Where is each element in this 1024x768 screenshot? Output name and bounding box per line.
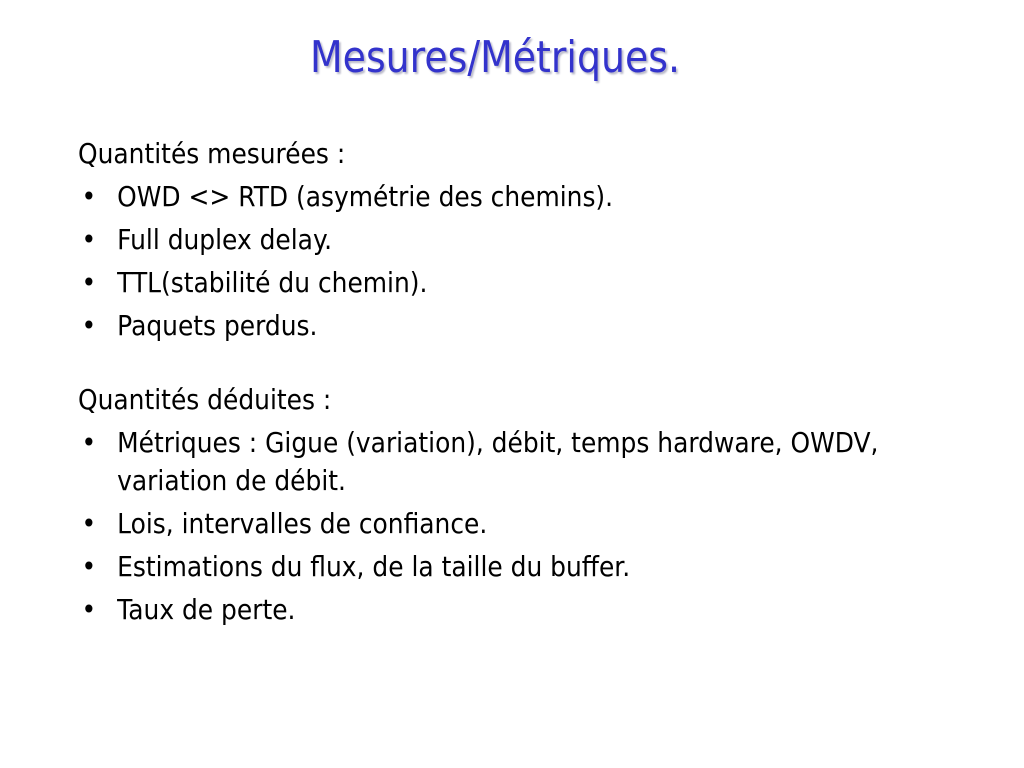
list-item-text: OWD <> RTD (asymétrie des chemins). — [117, 180, 614, 213]
list-item-text: Estimations du flux, de la taille du buffer. — [117, 550, 631, 583]
list-item-text: TTL(stabilité du chemin). — [117, 266, 428, 299]
list-item-text: Paquets perdus. — [117, 309, 318, 342]
section-spacer — [78, 350, 879, 380]
bullet-icon: • — [81, 309, 97, 342]
slide-body — [78, 134, 879, 634]
list-item — [78, 505, 879, 543]
list-item-text: Lois, intervalles de confiance. — [117, 507, 488, 540]
list-item-text: Métriques : Gigue (variation), débit, temps hardware, OWDV, variation de débit. — [117, 426, 879, 497]
bullet-list — [78, 178, 879, 345]
bullet-icon: • — [81, 593, 97, 626]
bullet-list — [78, 424, 879, 629]
list-item-text: Full duplex delay. — [117, 223, 333, 256]
bullet-icon: • — [81, 507, 97, 540]
list-item — [78, 591, 879, 629]
bullet-icon: • — [81, 426, 97, 459]
list-item — [78, 221, 879, 259]
bullet-icon: • — [81, 266, 97, 299]
list-item — [78, 307, 879, 345]
section-derived — [78, 380, 879, 629]
section-heading: Quantités mesurées : — [78, 137, 346, 170]
list-item — [78, 548, 879, 586]
list-item — [78, 264, 879, 302]
list-item-text: Taux de perte. — [117, 593, 296, 626]
section-heading: Quantités déduites : — [78, 383, 332, 416]
list-item — [78, 424, 879, 500]
list-item — [78, 178, 879, 216]
section-measured — [78, 134, 879, 345]
bullet-icon: • — [81, 223, 97, 256]
bullet-icon: • — [81, 550, 97, 583]
bullet-icon: • — [81, 180, 97, 213]
slide-title: Mesures/Métriques. — [310, 32, 680, 83]
